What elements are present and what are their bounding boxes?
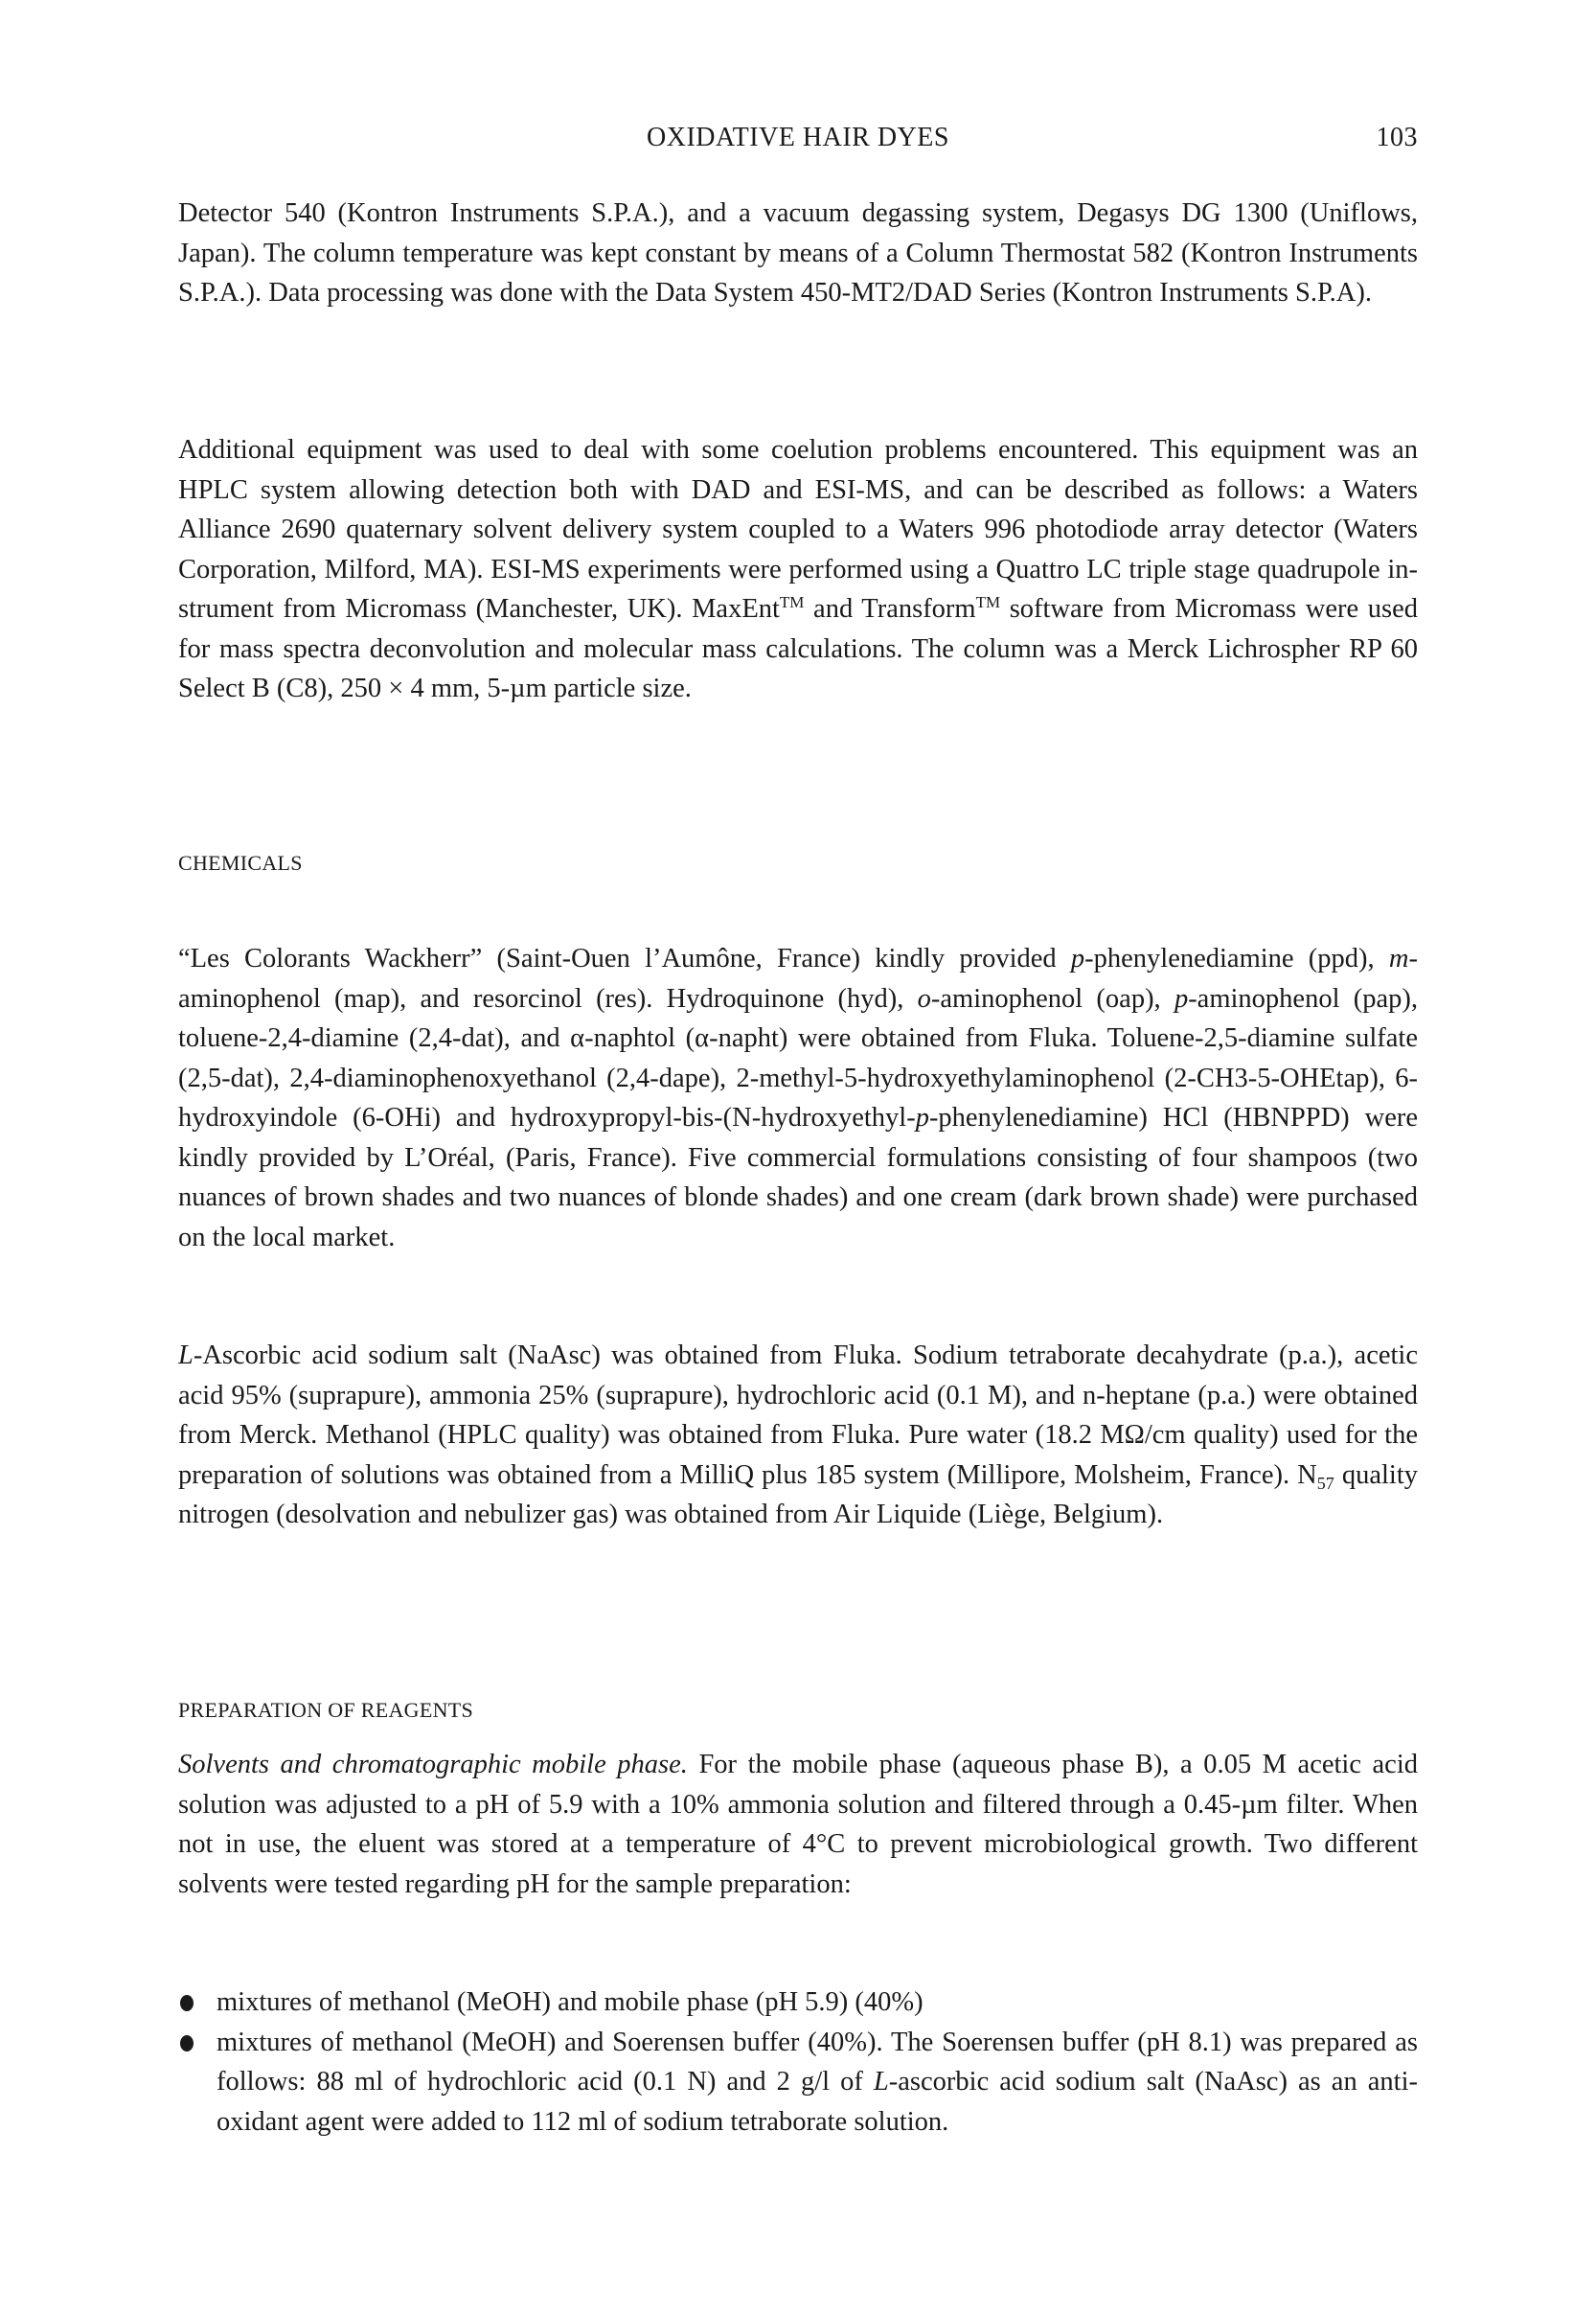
section-heading-chemicals: CHEMICALS	[178, 851, 303, 875]
paragraph-text: -aminophenol (pap), toluene-2,4-diamine (2,4-dat), and α-naphtol (α-napht) were obtained from Fluka. Toluene-2,5-diamine sulfate (2,5-dat), 2,4-diaminophenoxyethanol (2,4-dape), 2-methyl-5-hydroxyethylaminophenol (2-CH3-5-OHEtap), 6-hydroxyindole (6-OHi) and hydroxypropyl-bis-(N-hydroxyethyl-	[178, 983, 1418, 1133]
italic-prefix: p	[1070, 944, 1085, 974]
paragraph-text: -aminophenol (oap),	[930, 983, 1174, 1014]
paragraph-text: Additional equipment was used to deal with some coelution problems encountered. This equipment was an HPLC system allowing detection both with DAD and ESI-MS, and can be described as follows: a Waters Alliance 2690 quaternary solvent delivery system coupled to a Waters 996 photodiode array detector (Waters Corporation, Milford, MA). ESI-MS experiments were performed using a Quattro LC triple stage quadrupole instrument from Micromass (Manchester, UK). MaxEnt	[178, 435, 1418, 624]
list-item	[178, 1983, 1418, 2023]
trademark-mark: TM	[975, 593, 1001, 611]
list-item	[178, 2023, 1418, 2143]
reagents-paragraph-1	[178, 1745, 1418, 1904]
paragraph-text: -aminophenol (map), and resorcinol (res). Hydroquinone (hyd),	[178, 944, 1418, 1014]
paragraph-text: software from Micromass were used for mass spectra deconvolution and molecular mass calculations. The column was a Merck Lichrospher RP 60 Select B (C8), 250 × 4 mm, 5-µm particle size.	[178, 594, 1418, 703]
bullet-icon	[180, 1995, 194, 2011]
section-heading-preparation-of-reagents: PREPARATION OF REAGENTS	[178, 1698, 474, 1722]
list-item-text: mixtures of methanol (MeOH) and mobile phase (pH 5.9) (40%)	[217, 1987, 923, 2017]
paragraph-text: quality nitrogen (desolvation and nebulizer gas) was obtained from Air Liquide (Liège, Belgium).	[178, 1459, 1418, 1529]
running-header	[178, 123, 1418, 161]
equipment-paragraph-1	[178, 194, 1418, 313]
list-item-text: mixtures of methanol (MeOH) and Soerensen buffer (40%). The Soerensen buffer (pH 8.1) was prepared as follows: 88 ml of hydrochloric acid (0.1 N) and 2 g/l of	[217, 2027, 1418, 2097]
italic-prefix: p	[915, 1103, 929, 1133]
running-title: OXIDATIVE HAIR DYES	[647, 123, 949, 152]
chemicals-paragraph-1	[178, 939, 1418, 1257]
chemicals-paragraph-2	[178, 1336, 1418, 1535]
paragraph-text: For the mobile phase (aqueous phase B), a 0.05 M acetic acid solution was adjusted to a pH of 5.9 with a 10% ammonia solution and filtered through a 0.45-µm filter. When not in use, the eluent was stored at a temperature of 4°C to prevent microbiological growth. Two different solvents were tested regarding pH for the sample preparation:	[178, 1750, 1418, 1899]
italic-prefix: p	[1174, 983, 1189, 1014]
trademark-mark: TM	[779, 593, 805, 611]
bullet-icon	[180, 2035, 194, 2051]
paragraph-text: -phenylenediamine (ppd),	[1084, 944, 1389, 974]
paragraph-text: and Transform	[804, 594, 976, 624]
italic-prefix: m	[1388, 944, 1409, 974]
equipment-paragraph-2	[178, 430, 1418, 709]
paragraph-text: -phenylenediamine) HCl (HBNPPD) were kindly provided by L’Oréal, (Paris, France). Five commercial formulations consisting of four shampoos (two nuances of brown shades and two nuances of blonde shades) and one cream (dark brown shade) were purchased on the local market.	[178, 1103, 1418, 1252]
subscript: 57	[1316, 1473, 1334, 1493]
paragraph-text: -Ascorbic acid sodium salt (NaAsc) was obtained from Fluka. Sodium tetraborate decahydrate (p.a.), acetic acid 95% (suprapure), ammonia 25% (suprapure), hydrochloric acid (0.1 M), and n-heptane (p.a.) were obtained from Merck. Methanol (HPLC quality) was obtained from Fluka. Pure water (18.2 MΩ/cm quality) used for the preparation of solutions was obtained from a MilliQ plus 185 system (Millipore, Molsheim, France). N	[178, 1341, 1418, 1490]
run-in-heading: Solvents and chromatographic mobile phase.	[178, 1750, 688, 1779]
paragraph-text: Detector 540 (Kontron Instruments S.P.A.), and a vacuum degassing system, Degasys DG 1300 (Uniflows, Japan). The column temperature was kept constant by means of a Column Thermostat 582 (Kontron Instruments S.P.A.). Data processing was done with the Data System 450-MT2/DAD Series (Kontron Instruments S.P.A).	[178, 198, 1418, 308]
italic-prefix: o	[917, 983, 931, 1014]
page-number: 103	[1376, 123, 1418, 152]
solvent-list	[178, 1983, 1418, 2142]
italic-prefix: L	[873, 2067, 889, 2097]
italic-prefix: L	[178, 1341, 194, 1370]
paragraph-text: “Les Colorants Wackherr” (Saint-Ouen l’Aumône, France) kindly provided	[178, 944, 1071, 974]
list-item-text: -ascorbic acid sodium salt (NaAsc) as an anti-oxidant agent were added to 112 ml of sodium tetraborate solution.	[217, 2067, 1418, 2137]
